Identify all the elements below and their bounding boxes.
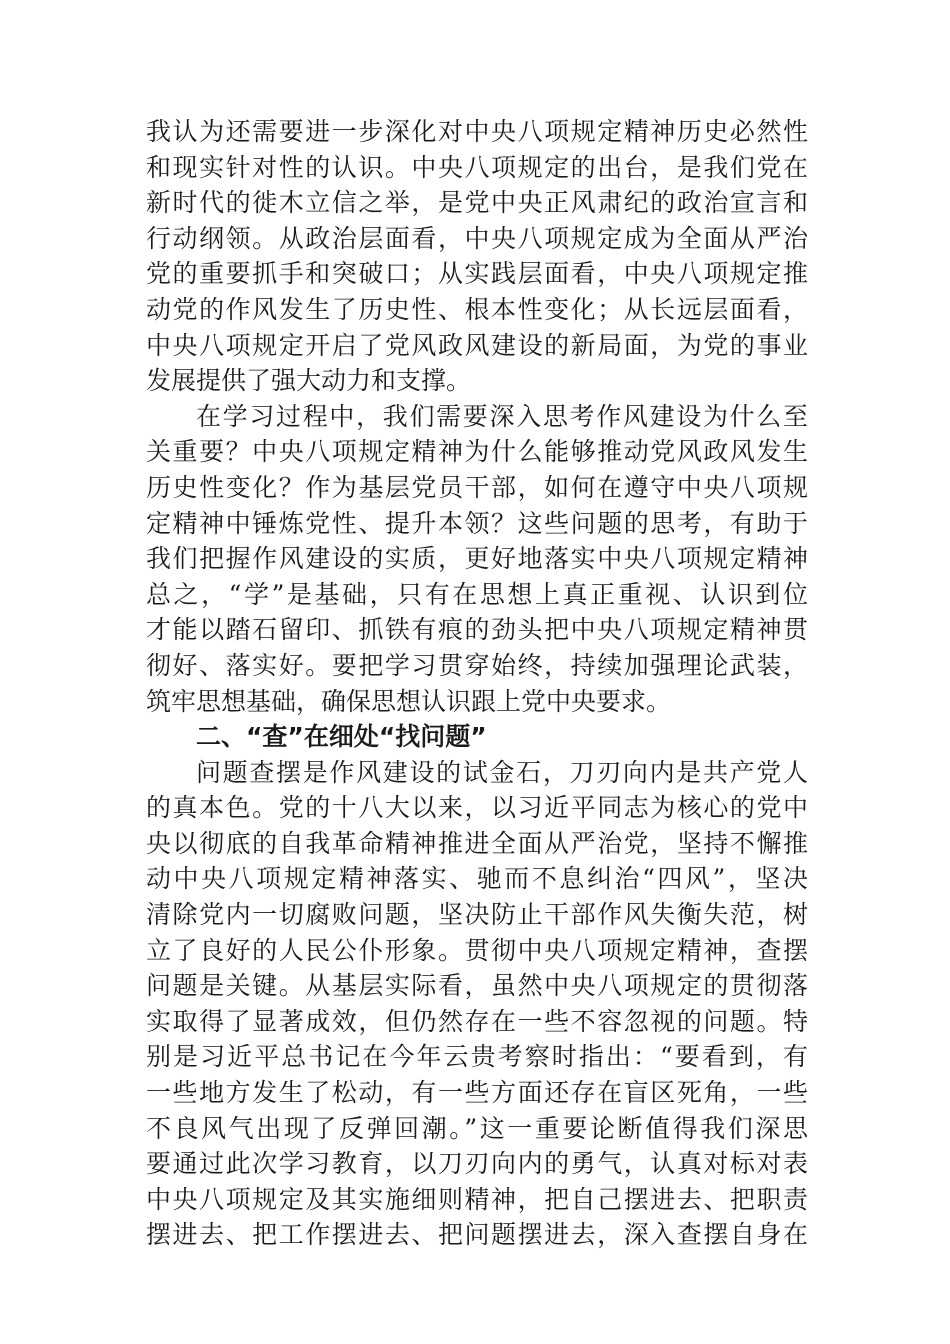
paragraph-line: 才能以踏石留印、抓铁有痕的劲头把中央八项规定精神贯 (146, 615, 808, 645)
paragraph-line: 动党的作风发生了历史性、根本性变化；从长远层面看， (146, 294, 808, 324)
paragraph-line: 立了良好的人民公仆形象。贯彻中央八项规定精神，查摆 (146, 935, 808, 965)
paragraph-line: 行动纲领。从政治层面看，中央八项规定成为全面从严治 (146, 223, 808, 253)
document-page (146, 114, 808, 1253)
paragraph-line: 党的重要抓手和突破口；从实践层面看，中央八项规定推 (146, 259, 808, 289)
paragraph-line: 中央八项规定开启了党风政风建设的新局面，为党的事业 (146, 330, 808, 360)
paragraph-line: 彻好、落实好。要把学习贯穿始终，持续加强理论武装， (146, 650, 808, 680)
paragraph-1 (146, 114, 808, 399)
paragraph-line: 不良风气出现了反弹回潮。”这一重要论断值得我们深思 (146, 1113, 808, 1143)
paragraph-line: 问题是关键。从基层实际看，虽然中央八项规定的贯彻落 (146, 971, 808, 1001)
paragraph-line: 发展提供了强大动力和支撑。 (146, 366, 472, 396)
paragraph-line: 一些地方发生了松动，有一些方面还存在盲区死角，一些 (146, 1078, 808, 1108)
paragraph-line: 中央八项规定及其实施细则精神，把自己摆进去、把职责 (146, 1184, 808, 1214)
paragraph-line: 央以彻底的自我革命精神推进全面从严治党，坚持不懈推 (146, 828, 808, 858)
paragraph-line: 我们把握作风建设的实质，更好地落实中央八项规定精神 (146, 544, 808, 574)
paragraph-2 (146, 399, 808, 719)
paragraph-line: 我认为还需要进一步深化对中央八项规定精神历史必然性 (146, 117, 808, 146)
paragraph-line: 清除党内一切腐败问题，坚决防止干部作风失衡失范，树 (146, 900, 808, 930)
paragraph-line: 的真本色。党的十八大以来，以习近平同志为核心的党中 (146, 793, 808, 823)
paragraph-line: 历史性变化？作为基层党员干部，如何在遵守中央八项规 (146, 472, 808, 502)
paragraph-line: 和现实针对性的认识。中央八项规定的出台，是我们党在 (146, 152, 808, 182)
paragraph-line: 关重要？中央八项规定精神为什么能够推动党风政风发生 (146, 437, 808, 467)
paragraph-line: 在学习过程中，我们需要深入思考作风建设为什么至 (196, 401, 808, 431)
paragraph-line: 摆进去、把工作摆进去、把问题摆进去，深入查摆自身在 (146, 1220, 808, 1250)
paragraph-line: 总之，“学”是基础，只有在思想上真正重视、认识到位 (146, 579, 808, 609)
paragraph-line: 定精神中锤炼党性、提升本领？这些问题的思考，有助于 (146, 508, 808, 538)
paragraph-line: 新时代的徙木立信之举，是党中央正风肃纪的政治宣言和 (146, 188, 808, 218)
paragraph-3 (146, 755, 808, 1253)
paragraph-line: 动中央八项规定精神落实、驰而不息纠治“四风”，坚决 (146, 864, 808, 894)
paragraph-line: 实取得了显著成效，但仍然存在一些不容忽视的问题。特 (146, 1006, 808, 1036)
section-heading: 二、“查”在细处“找问题” (196, 722, 487, 752)
paragraph-line: 筑牢思想基础，确保思想认识跟上党中央要求。 (146, 686, 672, 716)
paragraph-line: 别是习近平总书记在今年云贵考察时指出：“要看到，有 (146, 1042, 808, 1072)
paragraph-line: 问题查摆是作风建设的试金石，刀刃向内是共产党人 (196, 757, 808, 787)
paragraph-line: 要通过此次学习教育，以刀刃向内的勇气，认真对标对表 (146, 1149, 808, 1179)
